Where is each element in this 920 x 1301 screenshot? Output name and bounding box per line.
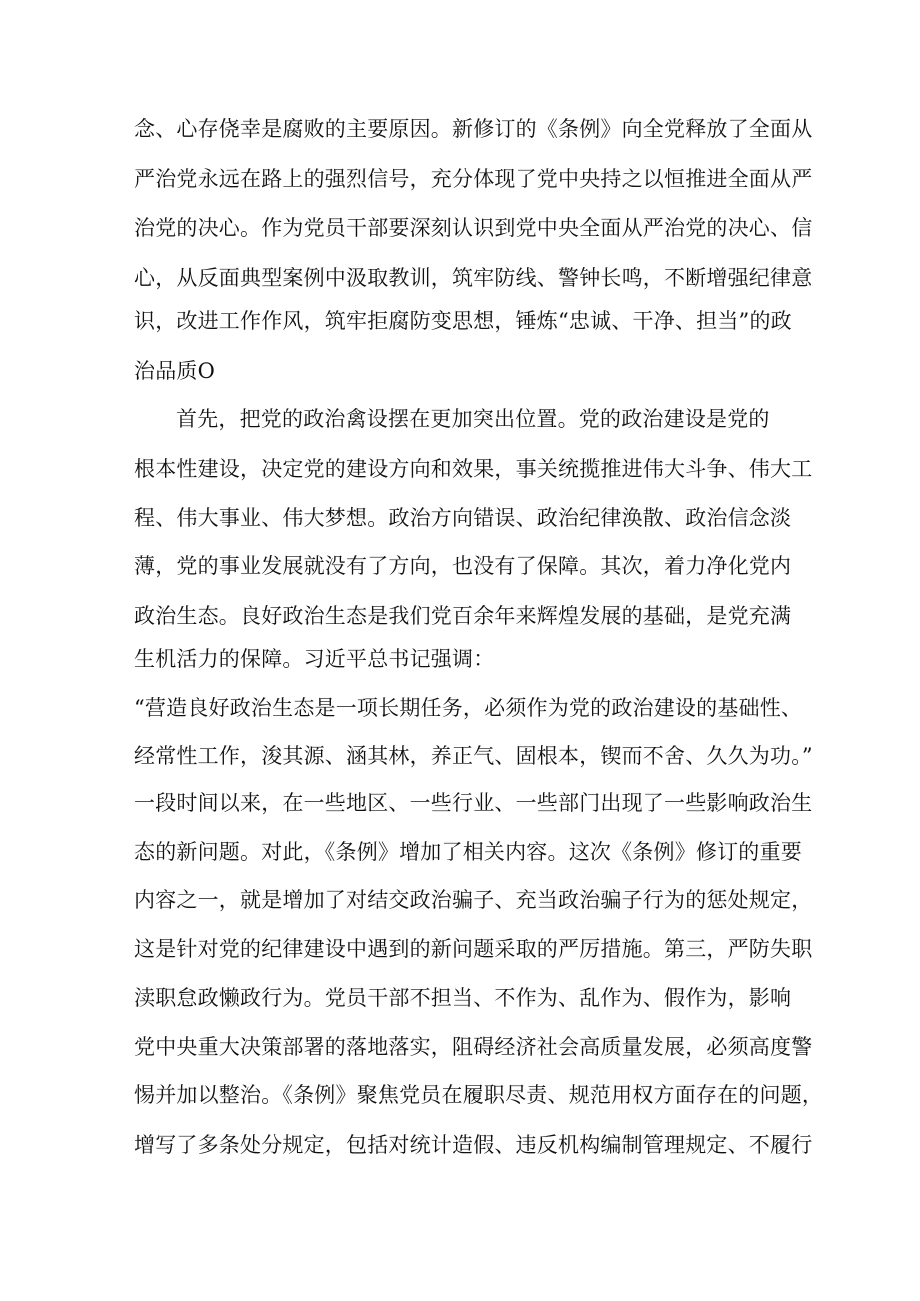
text-line: 识，改进工作作风，筑牢拒腐防变思想，锤炼“忠诚、干净、担当”的政 (134, 309, 792, 333)
text-line: 增写了多条处分规定，包括对统计造假、违反机构编制管理规定、不履行 (134, 1133, 813, 1157)
text-line: 程、伟大事业、伟大梦想。政治方向错误、政治纪律涣散、政治信念淡 (134, 506, 792, 530)
text-line: “营造良好政治生态是一项长期任务，必须作为党的政治建设的基础性、 (134, 696, 803, 720)
text-line: 惕并加以整治。《条例》聚焦党员在履职尽责、规范用权方面存在的问题， (134, 1083, 824, 1107)
text-line: 首先，把党的政治禽设摆在更加突出位置。党的政治建设是党的 (176, 407, 770, 431)
text-line: 这是针对党的纪律建设中遇到的新问题采取的严厉措施。第三，严防失职 (134, 937, 813, 961)
text-line: 生机活力的保障。习近平总书记强调： (134, 647, 495, 671)
text-line: 一段时间以来，在一些地区、一些行业、一些部门出现了一些影响政治生 (134, 791, 813, 815)
text-line: 薄，党的事业发展就没有了方向，也没有了保障。其次，着力净化党内 (134, 554, 792, 578)
text-line: 内容之一，就是增加了对结交政治骗子、充当政治骗子行为的惩处规定， (134, 888, 813, 912)
text-line: 治党的决心。作为党员干部要深刻认识到党中央全面从严治党的决心、信 (134, 216, 813, 240)
text-line: 政治生态。良好政治生态是我们党百余年来辉煌发展的基础，是党充满 (134, 604, 792, 628)
text-line: 治品质O (134, 359, 216, 383)
text-line: 渎职怠政懒政行为。党员干部不担当、不作为、乱作为、假作为，影响 (134, 986, 792, 1010)
text-line: 经常性工作，浚其源、涵其林，养正气、固根本，锲而不舍、久久为功。” (134, 744, 813, 768)
text-line: 心，从反面典型案例中汲取教训，筑牢防线、警钟长鸣，不断增强纪律意 (134, 266, 813, 290)
text-line: 态的新问题。对此，《条例》增加了相关内容。这次《条例》修订的重要 (134, 840, 802, 864)
text-line: 党中央重大决策部署的落地落实，阻碍经济社会高质量发展，必须高度警 (134, 1035, 813, 1059)
text-line: 念、心存侥幸是腐败的主要原因。新修订的《条例》向全党释放了全面从 (134, 117, 813, 141)
text-line: 严治党永远在路上的强烈信号，充分体现了党中央持之以恒推进全面从严 (134, 167, 813, 191)
text-line: 根本性建设，决定党的建设方向和效果，事关统揽推进伟大斗争、伟大工 (134, 457, 813, 481)
